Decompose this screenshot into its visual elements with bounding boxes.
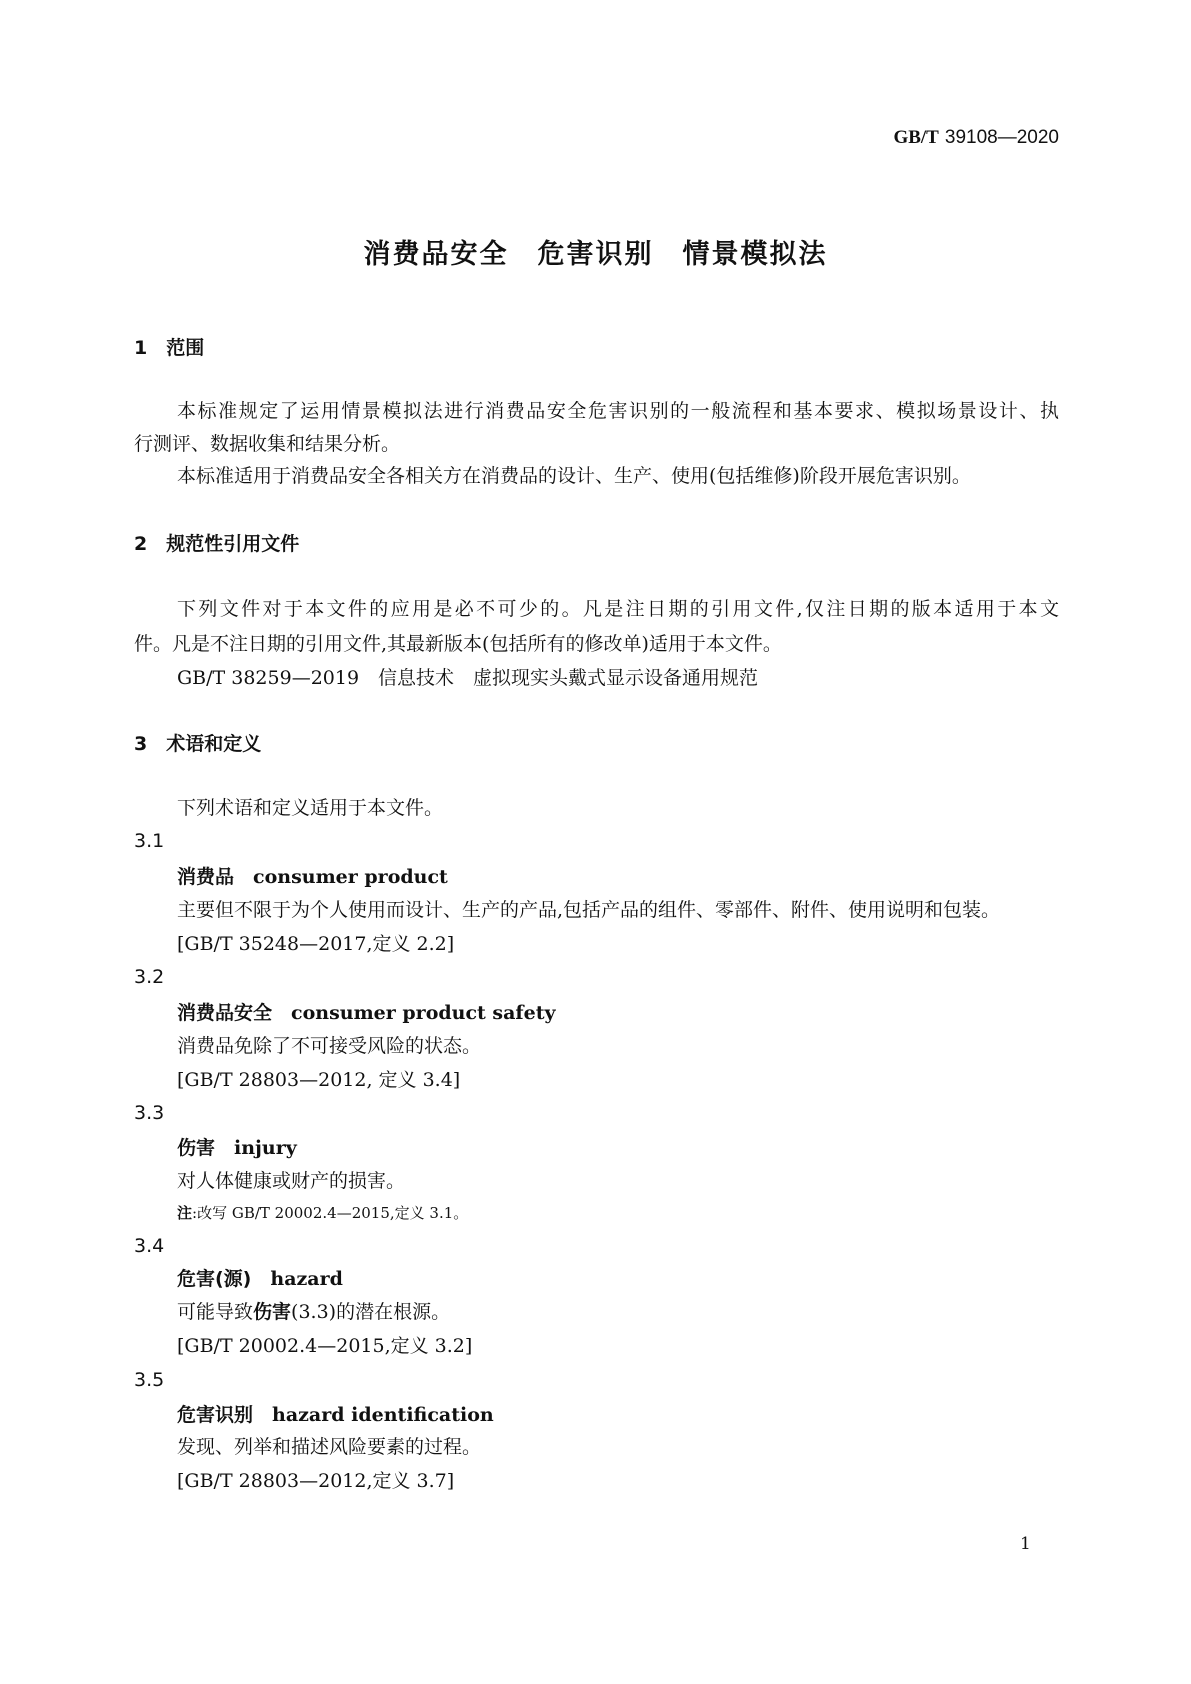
term-text: 危害识别 xyxy=(177,1404,254,1426)
section-heading xyxy=(134,531,1059,557)
clause-number xyxy=(134,828,1059,854)
text-line xyxy=(177,1266,1059,1292)
term-text: hazard identification xyxy=(253,1404,494,1426)
term-text: hazard xyxy=(251,1268,343,1290)
standard-number xyxy=(893,126,1059,149)
text-line xyxy=(177,1168,1059,1194)
term-text: 伤害 xyxy=(253,1301,292,1323)
term-text: 消费品安全 xyxy=(177,1002,273,1024)
page-number: 1 xyxy=(1020,1534,1031,1554)
line-text: 本标准适用于消费品安全各相关方在消费品的设计、生产、使用(包括维修)阶段开展危害识别。 xyxy=(177,465,971,487)
clause-number xyxy=(134,964,1059,990)
line-text: 3.2 xyxy=(134,966,165,988)
line-text: [GB/T 28803—2012,定义 3.7] xyxy=(177,1470,455,1492)
line-text: :改写 GB/T 20002.4—2015,定义 3.1。 xyxy=(192,1204,469,1222)
text-line xyxy=(177,398,1059,424)
line-text: 消费品免除了不可接受风险的状态。 xyxy=(177,1035,482,1057)
term-text: consumer product safety xyxy=(272,1002,556,1024)
clause-number xyxy=(134,1100,1059,1126)
line-text: 下列术语和定义适用于本文件。 xyxy=(177,797,444,819)
term-text: 消费品 xyxy=(177,866,235,888)
text-line xyxy=(177,1333,1059,1359)
line-text: [GB/T 28803—2012, 定义 3.4] xyxy=(177,1069,461,1091)
term-text: 注 xyxy=(177,1204,193,1222)
line-text: 3 术语和定义 xyxy=(134,733,262,755)
line-text: 件。凡是不注日期的引用文件,其最新版本(包括所有的修改单)适用于本文件。 xyxy=(134,633,782,655)
line-text: 发现、列举和描述风险要素的过程。 xyxy=(177,1436,482,1458)
text-line xyxy=(177,1434,1059,1460)
text-line xyxy=(177,1067,1059,1093)
text-line xyxy=(177,795,1059,821)
term-text: 伤害 xyxy=(177,1137,216,1159)
line-text: GB/T 38259—2019 信息技术 虚拟现实头戴式显示设备通用规范 xyxy=(177,667,759,689)
text-line xyxy=(177,1200,1059,1226)
text-line xyxy=(177,596,1059,622)
line-text: 本标准规定了运用情景模拟法进行消费品安全危害识别的一般流程和基本要求、模拟场景设计、执 xyxy=(177,400,1059,422)
standard-prefix: GB/T xyxy=(893,127,939,148)
text-line xyxy=(177,665,1059,691)
line-text: 3.5 xyxy=(134,1369,165,1391)
clause-number xyxy=(134,1233,1059,1259)
line-text: 对人体健康或财产的损害。 xyxy=(177,1170,406,1192)
section-heading xyxy=(134,335,1059,361)
line-text: [GB/T 35248—2017,定义 2.2] xyxy=(177,933,455,955)
text-line xyxy=(177,1299,1059,1325)
line-text: 2 规范性引用文件 xyxy=(134,533,300,555)
term-text: 危害(源) xyxy=(177,1268,252,1290)
document-title: 消费品安全 危害识别 情景模拟法 xyxy=(363,239,828,270)
line-text: 3.1 xyxy=(134,830,165,852)
text-line xyxy=(177,897,1059,923)
section-heading xyxy=(134,731,1059,757)
line-text: (3.3)的潜在根源。 xyxy=(291,1301,451,1323)
clause-number xyxy=(134,1367,1059,1393)
text-line xyxy=(177,1000,1059,1026)
text-line xyxy=(177,931,1059,957)
line-text: 3.4 xyxy=(134,1235,165,1257)
line-text: 行测评、数据收集和结果分析。 xyxy=(134,433,401,455)
text-line xyxy=(177,864,1059,890)
term-text: consumer product xyxy=(234,866,448,888)
text-line xyxy=(177,1135,1059,1161)
text-line xyxy=(134,431,1059,457)
line-text: [GB/T 20002.4—2015,定义 3.2] xyxy=(177,1335,473,1357)
line-text: 下列文件对于本文件的应用是必不可少的。凡是注日期的引用文件,仅注日期的版本适用于本文 xyxy=(177,598,1059,620)
text-line xyxy=(134,631,1059,657)
text-line xyxy=(177,1402,1059,1428)
standard-code: 39108—2020 xyxy=(944,127,1059,148)
term-text: injury xyxy=(215,1137,297,1159)
text-line xyxy=(177,463,1059,489)
text-line xyxy=(177,1468,1059,1494)
line-text: 主要但不限于为个人使用而设计、生产的产品,包括产品的组件、零部件、附件、使用说明和包装。 xyxy=(177,899,1001,921)
line-text: 可能导致 xyxy=(177,1301,254,1323)
line-text: 1 范围 xyxy=(134,337,205,359)
text-line xyxy=(177,1033,1059,1059)
line-text: 3.3 xyxy=(134,1102,165,1124)
